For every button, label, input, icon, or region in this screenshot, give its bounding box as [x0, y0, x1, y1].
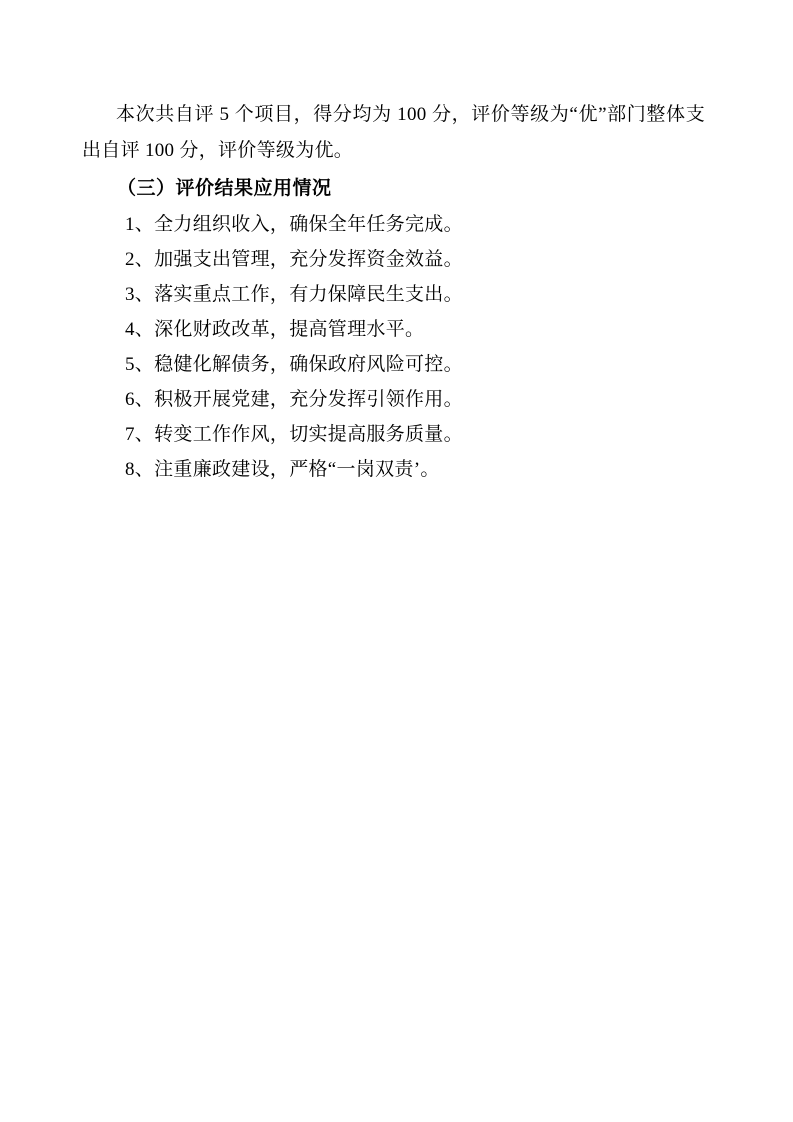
list-item: 4、深化财政改革，提高管理水平。	[125, 319, 425, 340]
document-content	[82, 97, 705, 487]
list-item: 1、全力组织收入，确保全年任务完成。	[125, 214, 463, 235]
list-item: 6、积极开展党建，充分发挥引领作用。	[125, 389, 463, 410]
list-item: 7、转变工作作风，切实提高服务质量。	[125, 424, 463, 445]
list-item: 8、注重廉政建设，严格“一岗双责’。	[125, 459, 440, 480]
list-item: 5、稳健化解债务，确保政府风险可控。	[125, 354, 463, 375]
summary-paragraph: 本次共自评 5 个项目，得分均为 100 分，评价等级为“优”部门整体支出自评 100 分，评价等级为优。	[82, 104, 705, 161]
section-heading: （三）评价结果应用情况	[117, 178, 332, 199]
list-item: 2、加强支出管理，充分发挥资金效益。	[125, 249, 463, 270]
list-item: 3、落实重点工作，有力保障民生支出。	[125, 284, 463, 305]
result-application-list	[125, 207, 705, 487]
